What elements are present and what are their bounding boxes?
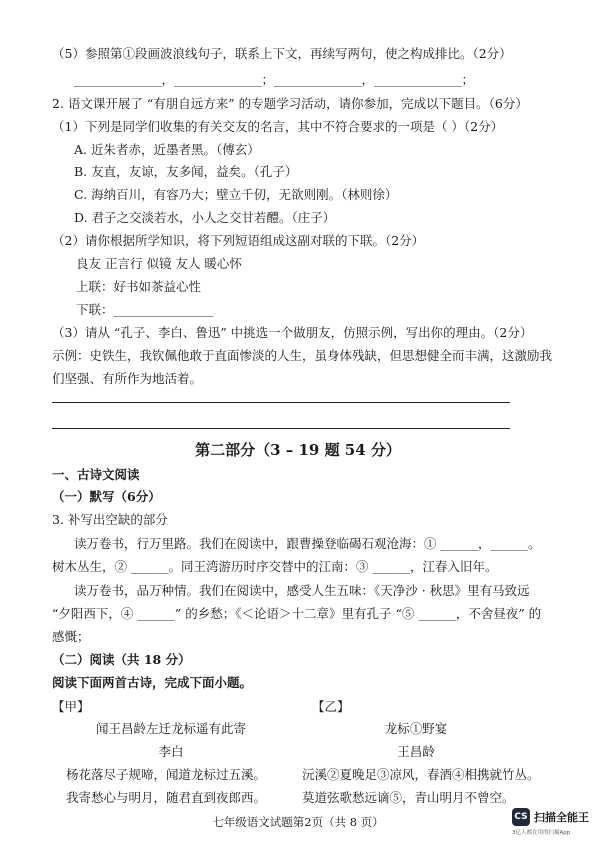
section-heading: 一、古诗文阅读	[52, 467, 140, 482]
answer-blanks-5: ______________，______________；______________，______________；	[74, 72, 475, 87]
question-3: 3. 补写出空缺的部分	[52, 512, 168, 527]
poem-yi-line: 莫道弦歌愁远谪⑤，青山明月不曾空。	[302, 790, 515, 805]
poem-yi-author: 王昌龄	[397, 744, 435, 759]
option-b: B. 友直，友谅，友多闻，益矣。（孔子）	[74, 164, 298, 179]
option-a: A. 近朱者赤，近墨者黑。（傅玄）	[74, 142, 260, 157]
poem-label-jia: 【甲】	[52, 699, 90, 714]
part-two-heading: 第二部分（3 – 19 题 54 分）	[195, 441, 401, 459]
scanner-tagline: 3亿人都在用的扫描App	[512, 830, 571, 836]
poem-jia-line: 杨花落尽子规啼，闻道龙标过五溪。	[66, 767, 267, 782]
example-line-1: 示例：史铁生，我钦佩他敢于直面惨淡的人生，虽身体残缺，但思想健全而丰满，这激励我	[52, 348, 553, 363]
phrase-list: 良友 正言行 似镜 友人 暖心怀	[76, 256, 242, 271]
scanner-watermark	[512, 805, 592, 837]
answer-line	[52, 402, 510, 403]
reading-instruction: 阅读下面两首古诗，完成下面小题。	[52, 675, 253, 690]
couplet-lower: 下联：________________	[76, 302, 214, 317]
subsection-heading: （二）阅读（共 18 分）	[52, 652, 191, 667]
poem-jia-title: 闻王昌龄左迁龙标遥有此寄	[95, 721, 246, 736]
passage-line: 树木丛生，② ______。同王湾游历时序交替中的江南：③ ______，江春入旧年。	[52, 559, 498, 574]
answer-line	[52, 428, 510, 429]
question-2-2: （2）请你根据所学知识，将下列短语组成这副对联的下联。（2分）	[52, 233, 425, 248]
scanner-app-name: 扫描全能王	[534, 811, 589, 824]
poem-jia-line: 我寄愁心与明月，随君直到夜郎西。	[66, 790, 267, 805]
question-2-1: （1）下列是同学们收集的有关交友的名言，其中不符合要求的一项是（ ）（2分）	[52, 119, 504, 134]
passage-line: 读万卷书，品万种情。我们在阅读中，感受人生五味：《天净沙 · 秋思》里有马致远	[74, 583, 530, 598]
question-2-3: （3）请从 “孔子、李白、鲁迅” 中挑选一个做朋友，仿照示例，写出你的理由。（2分）	[52, 325, 533, 340]
poem-yi-title: 龙标①野宴	[384, 721, 448, 736]
passage-line: 感慨；	[52, 629, 90, 644]
passage-line: 读万卷书，行万里路。我们在阅读中，跟曹操登临碣石观沧海：① ______，______。	[74, 536, 541, 551]
scanner-logo-icon: CS	[512, 808, 530, 826]
poem-yi-line: 沅溪②夏晚足③凉风，春酒④相携就竹丛。	[302, 767, 540, 782]
subsection-heading: （一）默写（6分）	[52, 489, 161, 504]
question-2: 2. 语文课开展了 “有朋自远方来” 的专题学习活动，请你参加，完成以下题目。（6分）	[52, 96, 528, 111]
option-c: C. 海纳百川，有容乃大；壁立千仞，无欲则刚。（林则徐）	[74, 187, 398, 202]
question-5: （5）参照第①段画波浪线句子，联系上下文，再续写两句，使之构成排比。（2分）	[52, 46, 512, 61]
poem-label-yi: 【乙】	[312, 699, 350, 714]
option-d: D. 君子之交淡若水，小人之交甘若醴。（庄子）	[74, 210, 336, 225]
poem-jia-author: 李白	[158, 744, 184, 759]
couplet-upper: 上联：好书如茶益心性	[76, 279, 202, 294]
page-footer: 七年级语文试题第2页（共 8 页）	[212, 815, 384, 829]
example-line-2: 们坚强、有所作为地活着。	[52, 371, 203, 386]
passage-line: “夕阳西下，④ ______” 的乡愁；《＜论语＞十二章》里有孔子 “⑤ ______，不舍昼夜” 的	[52, 606, 542, 621]
